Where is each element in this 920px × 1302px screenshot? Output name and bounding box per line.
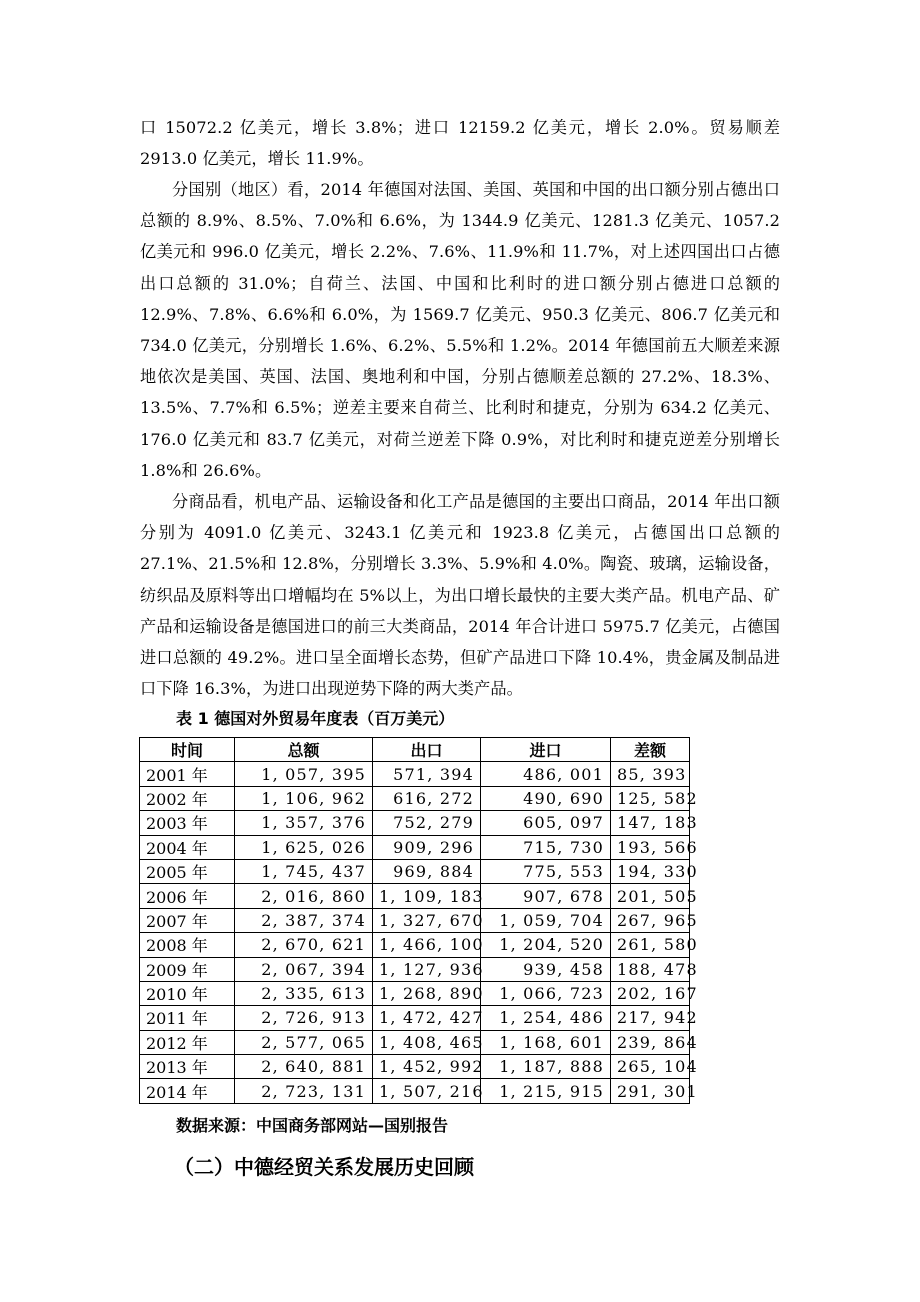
- cell-total: 2, 016, 860: [235, 884, 373, 908]
- table-row: [140, 957, 690, 981]
- cell-export: 1, 472, 427: [373, 1006, 481, 1030]
- cell-year: 2011 年: [140, 1006, 235, 1030]
- table-row: [140, 859, 690, 883]
- cell-year: 2004 年: [140, 835, 235, 859]
- paragraph-by-country: 分国别（地区）看，2014 年德国对法国、美国、英国和中国的出口额分别占德出口总额的 8.9%、8.5%、7.0%和 6.6%，为 1344.9 亿美元、1281.3 亿美元、1057.2 亿美元和 996.0 亿美元，增长 2.2%、7.6%、11.9%和 11.7%，对上述四国出口占德出口总额的 31.0%；自荷兰、法国、中国和比利时的进口额分别占德进口总额的 12.9%、7.8%、6.6%和 6.0%，为 1569.7 亿美元、950.3 亿美元、806.7 亿美元和 734.0 亿美元，分别增长 1.6%、6.2%、5.5%和 1.2%。2014 年德国前五大顺差来源地依次是美国、英国、法国、奥地利和中国，分别占德顺差总额的 27.2%、18.3%、13.5%、7.7%和 6.5%；逆差主要来自荷兰、比利时和捷克，分别为 634.2 亿美元、176.0 亿美元和 83.7 亿美元，对荷兰逆差下降 0.9%，对比利时和捷克逆差分别增长 1.8%和 26.6%。: [140, 180, 780, 480]
- cell-import: 1, 168, 601: [481, 1030, 611, 1054]
- cell-import: 1, 204, 520: [481, 933, 611, 957]
- cell-export: 1, 408, 465: [373, 1030, 481, 1054]
- paragraph-trade-summary: 口 15072.2 亿美元，增长 3.8%；进口 12159.2 亿美元，增长 2.0%。贸易顺差 2913.0 亿美元，增长 11.9%。: [140, 118, 780, 169]
- cell-export: 969, 884: [373, 859, 481, 883]
- table-row: [140, 1055, 690, 1079]
- cell-balance: 267, 965: [611, 908, 690, 932]
- header-balance: 差额: [611, 738, 690, 762]
- table-source-note: 数据来源：中国商务部网站—国别报告: [176, 1116, 449, 1135]
- cell-total: 1, 106, 962: [235, 786, 373, 810]
- cell-export: 1, 466, 100: [373, 933, 481, 957]
- cell-year: 2008 年: [140, 933, 235, 957]
- cell-year: 2005 年: [140, 859, 235, 883]
- cell-balance: 265, 104: [611, 1055, 690, 1079]
- cell-balance: 85, 393: [611, 762, 690, 786]
- table-row: [140, 933, 690, 957]
- cell-export: 752, 279: [373, 811, 481, 835]
- table-row: [140, 835, 690, 859]
- cell-total: 1, 625, 026: [235, 835, 373, 859]
- table-row: [140, 1006, 690, 1030]
- cell-year: 2012 年: [140, 1030, 235, 1054]
- cell-total: 2, 640, 881: [235, 1055, 373, 1079]
- cell-year: 2014 年: [140, 1079, 235, 1103]
- cell-import: 907, 678: [481, 884, 611, 908]
- header-import: 进口: [481, 738, 611, 762]
- paragraph-by-commodity: 分商品看，机电产品、运输设备和化工产品是德国的主要出口商品，2014 年出口额分别为 4091.0 亿美元、3243.1 亿美元和 1923.8 亿美元，占德国出口总额的 27.1%、21.5%和 12.8%，分别增长 3.3%、5.9%和 4.0%。陶瓷、玻璃，运输设备，纺织品及原料等出口增幅均在 5%以上，为出口增长最快的主要大类产品。机电产品、矿产品和运输设备是德国进口的前三大类商品，2014 年合计进口 5975.7 亿美元，占德国进口总额的 49.2%。进口呈全面增长态势，但矿产品进口下降 10.4%，贵金属及制品进口下降 16.3%，为进口出现逆势下降的两大类产品。: [140, 492, 780, 699]
- cell-export: 571, 394: [373, 762, 481, 786]
- cell-total: 2, 670, 621: [235, 933, 373, 957]
- table-header-row: [140, 738, 690, 762]
- cell-balance: 202, 167: [611, 981, 690, 1005]
- cell-balance: 194, 330: [611, 859, 690, 883]
- cell-export: 1, 507, 216: [373, 1079, 481, 1103]
- cell-export: 1, 127, 936: [373, 957, 481, 981]
- cell-total: 2, 335, 613: [235, 981, 373, 1005]
- cell-balance: 201, 505: [611, 884, 690, 908]
- cell-export: 909, 296: [373, 835, 481, 859]
- cell-balance: 193, 566: [611, 835, 690, 859]
- cell-year: 2009 年: [140, 957, 235, 981]
- trade-table: [139, 737, 698, 1104]
- cell-year: 2002 年: [140, 786, 235, 810]
- cell-total: 2, 723, 131: [235, 1079, 373, 1103]
- cell-total: 1, 745, 437: [235, 859, 373, 883]
- cell-import: 939, 458: [481, 957, 611, 981]
- cell-total: 2, 577, 065: [235, 1030, 373, 1054]
- table-row: [140, 811, 690, 835]
- table-row: [140, 1030, 690, 1054]
- cell-balance: 291, 301: [611, 1079, 690, 1103]
- cell-export: 616, 272: [373, 786, 481, 810]
- cell-balance: 188, 478: [611, 957, 690, 981]
- table-row: [140, 786, 690, 810]
- cell-import: 1, 187, 888: [481, 1055, 611, 1079]
- cell-total: 2, 387, 374: [235, 908, 373, 932]
- cell-total: 2, 726, 913: [235, 1006, 373, 1030]
- cell-balance: 125, 582: [611, 786, 690, 810]
- header-export: 出口: [373, 738, 481, 762]
- cell-export: 1, 109, 183: [373, 884, 481, 908]
- cell-import: 1, 059, 704: [481, 908, 611, 932]
- cell-import: 486, 001: [481, 762, 611, 786]
- cell-year: 2006 年: [140, 884, 235, 908]
- cell-export: 1, 327, 670: [373, 908, 481, 932]
- cell-import: 1, 254, 486: [481, 1006, 611, 1030]
- cell-balance: 147, 183: [611, 811, 690, 835]
- cell-total: 1, 057, 395: [235, 762, 373, 786]
- cell-import: 490, 690: [481, 786, 611, 810]
- table-row: [140, 884, 690, 908]
- table-body: [140, 762, 698, 1103]
- header-time: 时间: [140, 738, 235, 762]
- header-total: 总额: [235, 738, 373, 762]
- table-row: [140, 1079, 690, 1103]
- cell-import: 1, 066, 723: [481, 981, 611, 1005]
- cell-balance: 239, 864: [611, 1030, 690, 1054]
- cell-year: 2010 年: [140, 981, 235, 1005]
- cell-balance: 217, 942: [611, 1006, 690, 1030]
- cell-year: 2007 年: [140, 908, 235, 932]
- cell-import: 605, 097: [481, 811, 611, 835]
- cell-import: 715, 730: [481, 835, 611, 859]
- table-caption: 表 1 德国对外贸易年度表（百万美元）: [176, 709, 455, 728]
- cell-year: 2013 年: [140, 1055, 235, 1079]
- table-row: [140, 981, 690, 1005]
- cell-export: 1, 268, 890: [373, 981, 481, 1005]
- cell-year: 2001 年: [140, 762, 235, 786]
- cell-year: 2003 年: [140, 811, 235, 835]
- cell-total: 1, 357, 376: [235, 811, 373, 835]
- cell-total: 2, 067, 394: [235, 957, 373, 981]
- cell-export: 1, 452, 992: [373, 1055, 481, 1079]
- section-heading: （二）中德经贸关系发展历史回顾: [174, 1155, 474, 1179]
- cell-balance: 261, 580: [611, 933, 690, 957]
- table-row: [140, 908, 690, 932]
- cell-import: 775, 553: [481, 859, 611, 883]
- table-row: [140, 762, 690, 786]
- cell-import: 1, 215, 915: [481, 1079, 611, 1103]
